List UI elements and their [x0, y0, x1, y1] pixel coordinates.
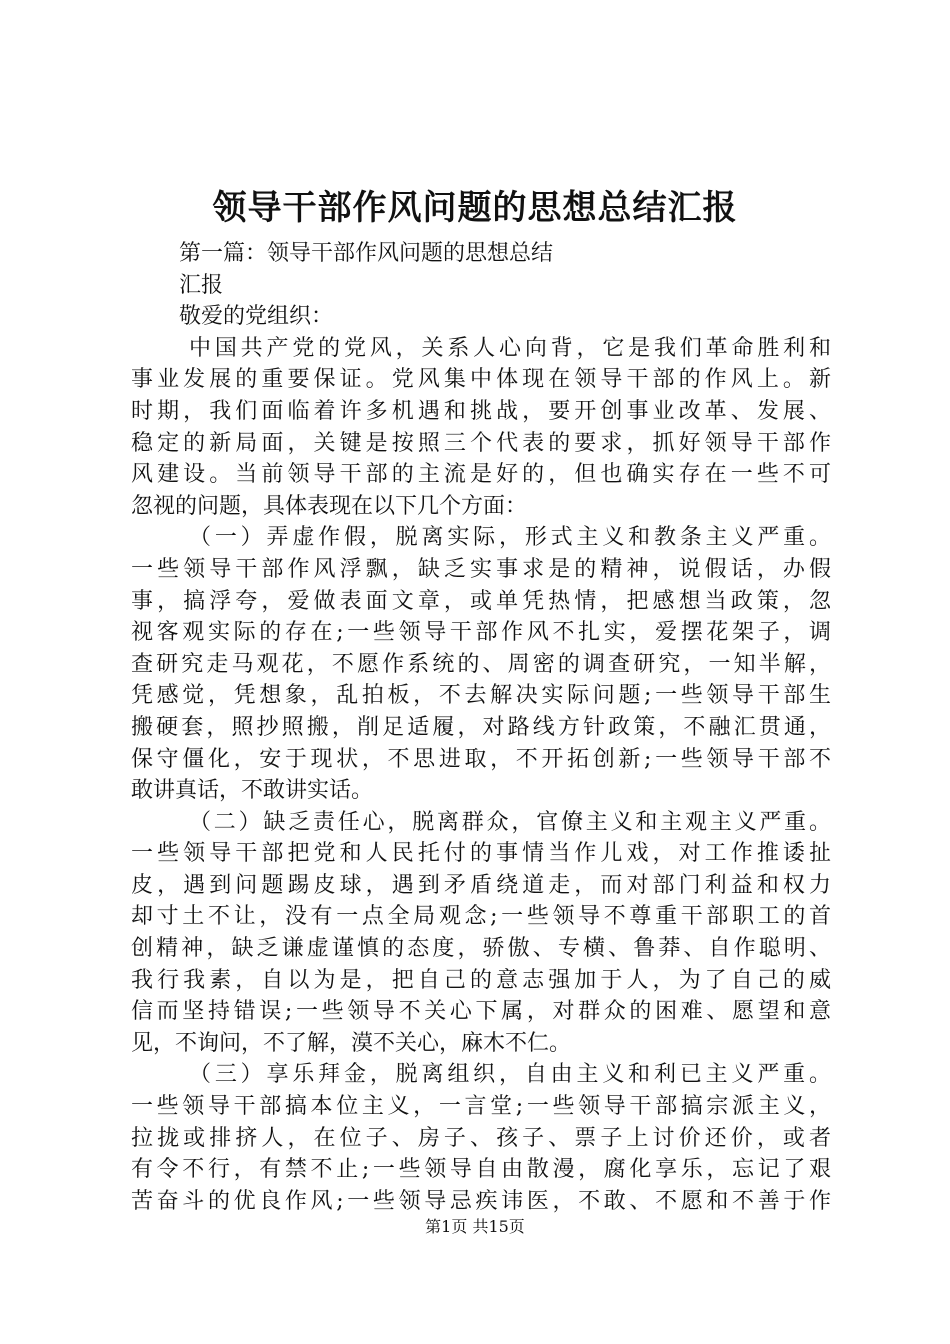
text-line: 一些领导干部把党和人民托付的事情当作儿戏，对工作推诿扯: [131, 841, 831, 867]
text-line: 视客观实际的存在;一些领导干部作风不扎实，爱摆花架子，调: [131, 620, 831, 646]
text-line: 保守僵化，安于现状，不思进取，不开拓创新;一些领导干部不: [131, 746, 831, 772]
text-line: 事业发展的重要保证。党风集中体现在领导干部的作风上。新: [131, 367, 831, 393]
text-line: 事，搞浮夸，爱做表面文章，或单凭热情，把感想当政策，忽: [131, 588, 831, 614]
text-line: 苦奋斗的优良作风;一些领导忌疾讳医，不敢、不愿和不善于作: [131, 1188, 831, 1214]
text-line: 凭感觉，凭想象，乱拍板，不去解决实际问题;一些领导干部生: [131, 683, 831, 709]
text-line: 查研究走马观花，不愿作系统的、周密的调查研究，一知半解，: [131, 651, 831, 677]
text-line: 信而坚持错误;一些领导不关心下属，对群众的困难、愿望和意: [131, 999, 831, 1025]
text-line: 第一篇：领导干部作风问题的思想总结: [179, 241, 554, 266]
text-line: （二）缺乏责任心，脱离群众，官僚主义和主观主义严重。: [189, 809, 831, 835]
page-footer: 第1页 共15页: [425, 1217, 525, 1236]
document-title: 领导干部作风问题的思想总结汇报: [212, 188, 738, 228]
document-body: [131, 238, 831, 1217]
text-line: 敢讲真话，不敢讲实话。: [131, 778, 374, 804]
text-line: 搬硬套，照抄照搬，削足适履，对路线方针政策，不融汇贯通，: [131, 714, 831, 740]
text-line: 创精神，缺乏谦虚谨慎的态度，骄傲、专横、鲁莽、自作聪明、: [131, 936, 831, 962]
text-line: 敬爱的党组织：: [179, 304, 334, 330]
text-line: 皮，遇到问题踢皮球，遇到矛盾绕道走，而对部门利益和权力: [131, 872, 831, 898]
text-line: 见，不询问，不了解，漠不关心，麻木不仁。: [131, 1030, 572, 1056]
text-line: 中国共产党的党风，关系人心向背，它是我们革命胜利和: [189, 335, 831, 361]
text-line: 一些领导干部作风浮飘，缺乏实事求是的精神，说假话，办假: [131, 556, 831, 582]
text-line: 有令不行，有禁不止;一些领导自由散漫，腐化享乐，忘记了艰: [131, 1157, 831, 1183]
text-line: 我行我素，自以为是，把自己的意志强加于人，为了自己的威: [131, 967, 831, 993]
text-line: 却寸土不让，没有一点全局观念;一些领导不尊重干部职工的首: [131, 904, 831, 930]
text-line: 一些领导干部搞本位主义，一言堂;一些领导干部搞宗派主义，: [131, 1094, 831, 1120]
text-line: （一）弄虚作假，脱离实际，形式主义和教条主义严重。: [189, 525, 831, 551]
text-line: 时期，我们面临着许多机遇和挑战，要开创事业改革、发展、: [131, 398, 831, 424]
text-line: 拉拢或排挤人，在位子、房子、孩子、票子上讨价还价，或者: [131, 1125, 831, 1151]
text-line: 忽视的问题，具体表现在以下几个方面：: [131, 493, 528, 519]
text-line: 稳定的新局面，关键是按照三个代表的要求，抓好领导干部作: [131, 430, 831, 456]
text-line: 汇报: [179, 272, 224, 298]
text-line: （三）享乐拜金，脱离组织，自由主义和利已主义严重。: [189, 1062, 831, 1088]
text-line: 风建设。当前领导干部的主流是好的，但也确实存在一些不可: [131, 462, 831, 488]
